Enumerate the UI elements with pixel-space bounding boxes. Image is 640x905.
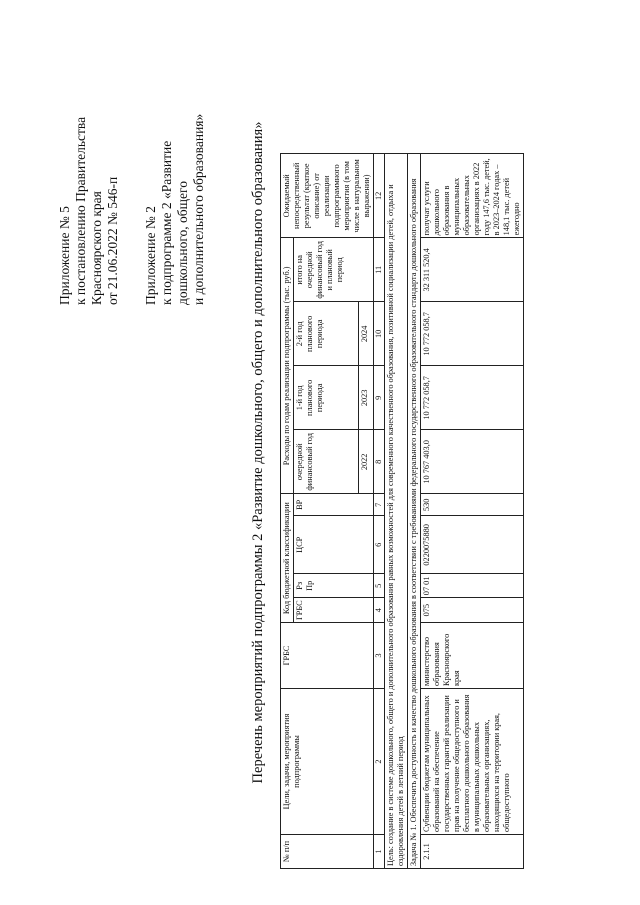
year1-value: 2022 bbox=[359, 430, 374, 494]
row-num: 2.1.1 bbox=[421, 835, 524, 869]
header-year3: 2-й год планового периода bbox=[294, 302, 359, 366]
header-grbs-code: ГРБС bbox=[294, 598, 374, 623]
header-grbs: ГРБС bbox=[281, 623, 374, 689]
header-line: дошкольного, общего bbox=[175, 181, 190, 305]
col-number: 12 bbox=[374, 154, 385, 238]
row-year1: 10 767 403,0 bbox=[421, 430, 524, 494]
header-expenses: Расходы по годам реализации подпрограммы (тыс. руб.) bbox=[281, 238, 294, 494]
col-number: 7 bbox=[374, 494, 385, 516]
header-appendix bbox=[143, 114, 207, 305]
measures-table bbox=[280, 153, 524, 869]
header-line: Приложение № 5 bbox=[57, 206, 72, 305]
col-number: 11 bbox=[374, 238, 385, 302]
header-line: к постановлению Правительства bbox=[73, 116, 88, 305]
col-number: 10 bbox=[374, 302, 385, 366]
header-name: Цели, задачи, мероприятия подпрограммы bbox=[281, 689, 374, 835]
year3-value: 2024 bbox=[359, 302, 374, 366]
col-number: 1 bbox=[374, 835, 385, 869]
col-number: 4 bbox=[374, 598, 385, 623]
header-result: Ожидаемый непосредственный результат (краткое описание) от реализации подпрограммного мероприятия (в том числе в натуральном выражении) bbox=[281, 154, 374, 238]
row-grbs: министерство образования Красноярского края bbox=[421, 623, 524, 689]
header-approval bbox=[57, 117, 121, 305]
header-line: Красноярского края bbox=[89, 191, 104, 305]
header-num: № п/п bbox=[281, 835, 374, 869]
year2-value: 2023 bbox=[359, 366, 374, 430]
header-rzpr: Рз Пр bbox=[294, 574, 374, 598]
col-number: 6 bbox=[374, 516, 385, 574]
col-number: 9 bbox=[374, 366, 385, 430]
header-csr: ЦСР bbox=[294, 516, 374, 574]
task-row: Задача № 1. Обеспечить доступность и качество дошкольного образования в соответствии с требованиями федерального государственного образовательного стандарта дошкольного образования bbox=[408, 154, 421, 869]
goal-row: Цель: создание в системе дошкольного, общего и дополнительного образования равных возможностей для современного качественного образования, позитивной социализации детей, отдыха и оздоровления детей в летний период bbox=[385, 154, 408, 869]
header-vr: ВР bbox=[294, 494, 374, 516]
header-year2: 1-й год планового периода bbox=[294, 366, 359, 430]
header-line: к подпрограмме 2 «Развитие bbox=[159, 140, 174, 305]
row-result: получат услуги дошкольного образования в муниципальных образовательных организациях в 2022 году 147,6 тыс. детей, в 2023–2024 годах – 148,1 тыс. детей ежегодно bbox=[421, 154, 524, 238]
row-year2: 10 772 058,7 bbox=[421, 366, 524, 430]
row-total: 32 311 520,4 bbox=[421, 238, 524, 302]
header-kbk: Код бюджетной классификации bbox=[281, 494, 294, 623]
header-line: от 21.06.2022 № 546-п bbox=[105, 176, 120, 305]
row-vr: 530 bbox=[421, 494, 524, 516]
header-year1: очередной финансовый год bbox=[294, 430, 359, 494]
col-number: 8 bbox=[374, 430, 385, 494]
header-line: Приложение № 2 bbox=[143, 206, 158, 305]
row-csr: 0220075880 bbox=[421, 516, 524, 574]
col-number: 2 bbox=[374, 689, 385, 835]
row-year3: 10 772 058,7 bbox=[421, 302, 524, 366]
row-grbs-code: 075 bbox=[421, 598, 524, 623]
header-total: итого на очередной финансовый год и плановый период bbox=[294, 238, 374, 302]
row-rzpr: 07 01 bbox=[421, 574, 524, 598]
table-row bbox=[421, 154, 524, 869]
row-name: Субвенции бюджетам муниципальных образований на обеспечение государственных гарантий реализации прав на получение общедоступного и бесплатного дошкольного образования в муниципальных дошкольных образовательных организациях, находящихся на территории края, общедоступного bbox=[421, 689, 524, 835]
header-line: и дополнительного образования» bbox=[191, 113, 206, 305]
document-title: Перечень мероприятий подпрограммы 2 «Развитие дошкольного, общего и дополнительного образования» bbox=[250, 121, 266, 784]
col-number: 5 bbox=[374, 574, 385, 598]
col-number: 3 bbox=[374, 623, 385, 689]
